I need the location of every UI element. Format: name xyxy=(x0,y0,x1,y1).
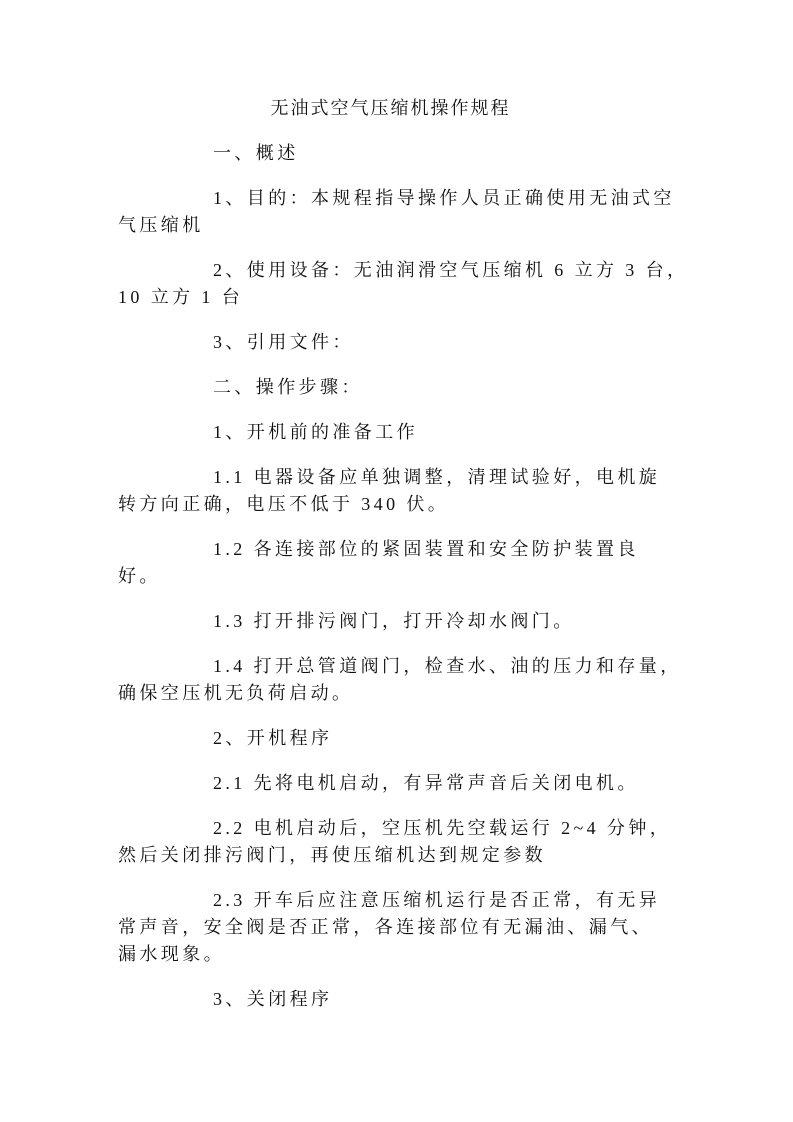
paragraph xyxy=(118,608,663,635)
paragraph-line: 1.2 各连接部位的紧固装置和安全防护装置良 xyxy=(213,539,639,559)
paragraph-line: 2、开机程序 xyxy=(213,728,333,748)
document-title: 无油式空气压缩机操作规程 xyxy=(270,98,511,118)
paragraph xyxy=(118,653,682,707)
paragraph-line: 一、概述 xyxy=(213,143,299,163)
paragraph xyxy=(118,329,663,356)
paragraph xyxy=(118,374,663,401)
paragraph-line: 3、关闭程序 xyxy=(213,989,333,1009)
paragraph-line: 确保空压机无负荷启动。 xyxy=(118,683,354,703)
paragraph-line: 1.3 打开排污阀门，打开冷却水阀门。 xyxy=(213,611,575,631)
paragraph xyxy=(118,419,663,446)
paragraph-line: 2、使用设备：无油润滑空气压缩机 6 立方 3 台， xyxy=(213,260,689,280)
paragraph-line: 然后关闭排污阀门，再使压缩机达到规定参数 xyxy=(118,845,546,865)
paragraph-line: 气压缩机 xyxy=(118,215,204,235)
paragraph xyxy=(118,185,675,239)
paragraph xyxy=(118,986,663,1013)
paragraph-line: 2.1 先将电机启动，有异常声音后关闭电机。 xyxy=(213,773,639,793)
paragraph-line: 1、目的：本规程指导操作人员正确使用无油式空 xyxy=(213,188,675,208)
paragraph xyxy=(118,536,663,590)
paragraph-line: 漏水现象。 xyxy=(118,944,225,964)
paragraph-line: 2.2 电机启动后，空压机先空载运行 2~4 分钟， xyxy=(213,818,672,838)
paragraph xyxy=(118,140,663,167)
paragraph xyxy=(118,725,663,752)
paragraph xyxy=(118,770,663,797)
paragraph-line: 1.1 电器设备应单独调整，清理试验好，电机旋 xyxy=(213,467,661,487)
document-body xyxy=(118,140,689,1013)
paragraph-line: 1.4 打开总管道阀门，检查水、油的压力和存量， xyxy=(213,656,682,676)
paragraph xyxy=(118,464,663,518)
paragraph xyxy=(118,887,663,968)
paragraph-line: 好。 xyxy=(118,566,161,586)
paragraph-line: 1、开机前的准备工作 xyxy=(213,422,418,442)
paragraph xyxy=(118,257,689,311)
paragraph-line: 转方向正确，电压不低于 340 伏。 xyxy=(118,494,450,514)
paragraph-line: 常声音，安全阀是否正常，各连接部位有无漏油、漏气、 xyxy=(118,917,653,937)
paragraph-line: 3、引用文件： xyxy=(213,332,354,352)
paragraph-line: 10 立方 1 台 xyxy=(118,287,244,307)
paragraph-line: 二、操作步骤： xyxy=(213,377,363,397)
document-page xyxy=(118,94,689,1031)
paragraph-line: 2.3 开车后应注意压缩机运行是否正常，有无异 xyxy=(213,890,661,910)
paragraph xyxy=(118,815,672,869)
